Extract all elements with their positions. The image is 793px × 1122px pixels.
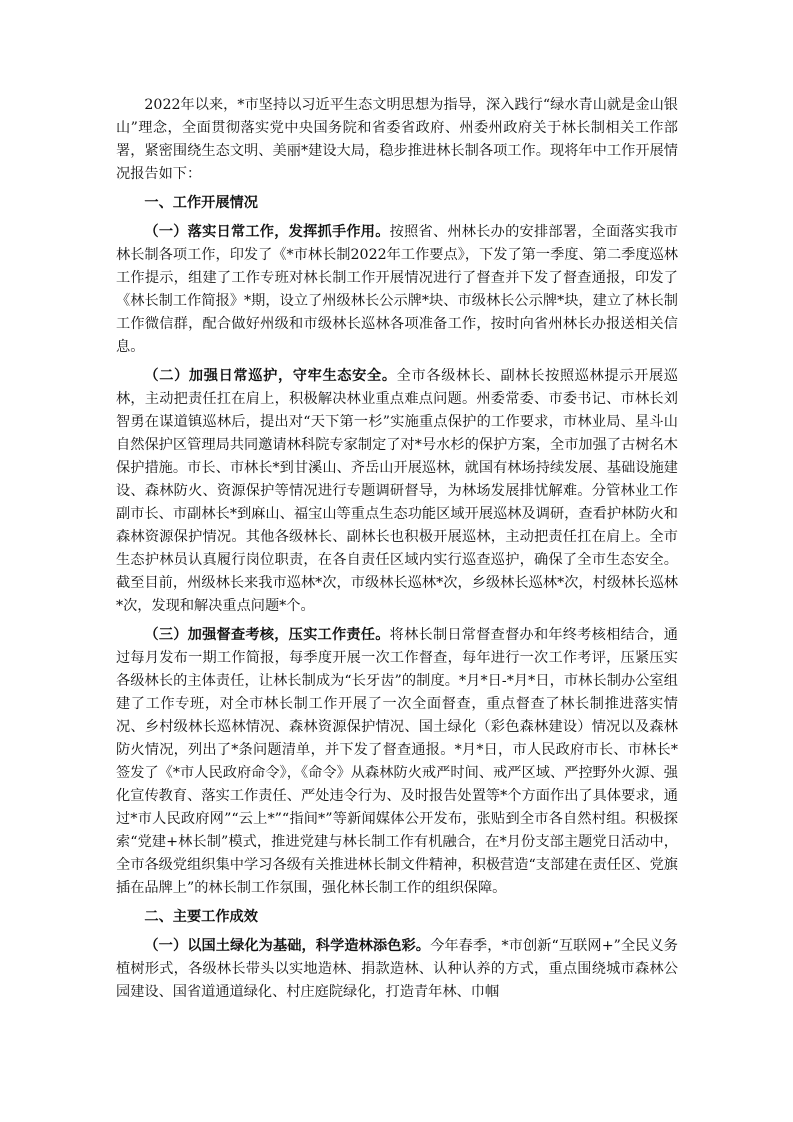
section-1-item-1-lead: （一）落实日常工作，发挥抓手作用。 — [144, 224, 390, 240]
section-1-item-2-lead: （二）加强日常巡护，守牢生态安全。 — [144, 368, 397, 384]
section-1-item-3-body: 将林长制日常督查督办和年终考核相结合，通过每月发布一期工作简报，每季度开展一次工作督查，每年进行一次工作考评，压紧压实各级林长的主体责任，让林长制成为“长牙齿”的制度。*月*日-*月*日，市林长制办公室组建了工作专班，对全市林长制工作开展了一次全面督查，重点督查了林长制推进落实情况、乡村级林长巡林情况、森林资源保护情况、国土绿化（彩色森林建设）情况以及森林防火情况，列出了*条问题清单，并下发了督查通报。*月*日，市人民政府市长、市林长*签发了《*市人民政府命令》，《命令》从森林防火戒严时间、戒严区域、严控野外火源、强化宣传教育、落实工作责任、严处违令行为、及时报告处置等*个方面作出了具体要求，通过*市人民政府网”“云上*”“指间*”等新闻媒体公开发布，张贴到全市各自然村组。积极探索“党建+林长制”模式，推进党建与林长制工作有机融合，在*月份支部主题党日活动中，全市各级党组织集中学习各级有关推进林长制文件精神，积极营造“支部建在责任区、党旗插在品牌上”的林长制工作氛围，强化林长制工作的组织保障。 — [116, 627, 678, 896]
section-2-item-1 — [116, 935, 678, 1004]
section-2-item-1-lead: （一）以国土绿化为基础，科学造林添色彩。 — [144, 938, 431, 954]
section-2-item-1-body: 今年春季，*市创新“互联网+”全民义务植树形式，各级林长带头以实地造林、捐款造林、认种认养的方式，重点围绕城市森林公园建设、国省道通道绿化、村庄庭院绿化，打造青年林、巾帼 — [116, 938, 678, 1000]
section-1-item-1 — [116, 221, 678, 359]
section-1-item-2 — [116, 365, 678, 618]
section-1-heading: 一、工作开展情况 — [144, 195, 258, 211]
document-page — [116, 94, 678, 1010]
intro-paragraph: 2022年以来，*市坚持以习近平生态文明思想为指导，深入践行“绿水青山就是金山银山”理念，全面贯彻落实党中央国务院和省委省政府、州委州政府关于林长制相关工作部署，紧密围绕生态文明、美丽*建设大局，稳步推进林长制各项工作。现将年中工作开展情况报告如下： — [116, 97, 678, 182]
section-2-heading: 二、主要工作成效 — [144, 909, 258, 925]
section-1-item-3-lead: （三）加强督查考核，压实工作责任。 — [144, 627, 390, 643]
section-1-item-2-body: 全市各级林长、副林长按照巡林提示开展巡林，主动把责任扛在肩上，积极解决林业重点难点问题。州委常委、市委书记、市林长刘智勇在谋道镇巡林后，提出对“天下第一杉”实施重点保护的工作要求，市林业局、星斗山自然保护区管理局共同邀请林科院专家制定了对*号水杉的保护方案，全市加强了古树名木保护措施。市长、市林长*到甘溪山、齐岳山开展巡林，就国有林场持续发展、基础设施建设、森林防火、资源保护等情况进行专题调研督导，为林场发展排忧解难。分管林业工作副市长、市副林长*到麻山、福宝山等重点生态功能区域开展巡林及调研，查看护林防火和森林资源保护情况。其他各级林长、副林长也积极开展巡林，主动把责任扛在肩上。全市生态护林员认真履行岗位职责，在各自责任区域内实行巡查巡护，确保了全市生态安全。截至目前，州级林长来我市巡林*次，市级林长巡林*次，乡级林长巡林*次，村级林长巡林*次，发现和解决重点问题*个。 — [116, 368, 678, 614]
section-1-item-3 — [116, 624, 678, 900]
section-1-item-1-body: 按照省、州林长办的安排部署，全面落实我市林长制各项工作，印发了《*市林长制2022年工作要点》，下发了第一季度、第二季度巡林工作提示，组建了工作专班对林长制工作开展情况进行了督查并下发了督查通报，印发了《林长制工作简报》*期，设立了州级林长公示牌*块、市级林长公示牌*块，建立了林长制工作微信群，配合做好州级和市级林长巡林各项准备工作，按时向省州林长办报送相关信息。 — [116, 224, 678, 355]
